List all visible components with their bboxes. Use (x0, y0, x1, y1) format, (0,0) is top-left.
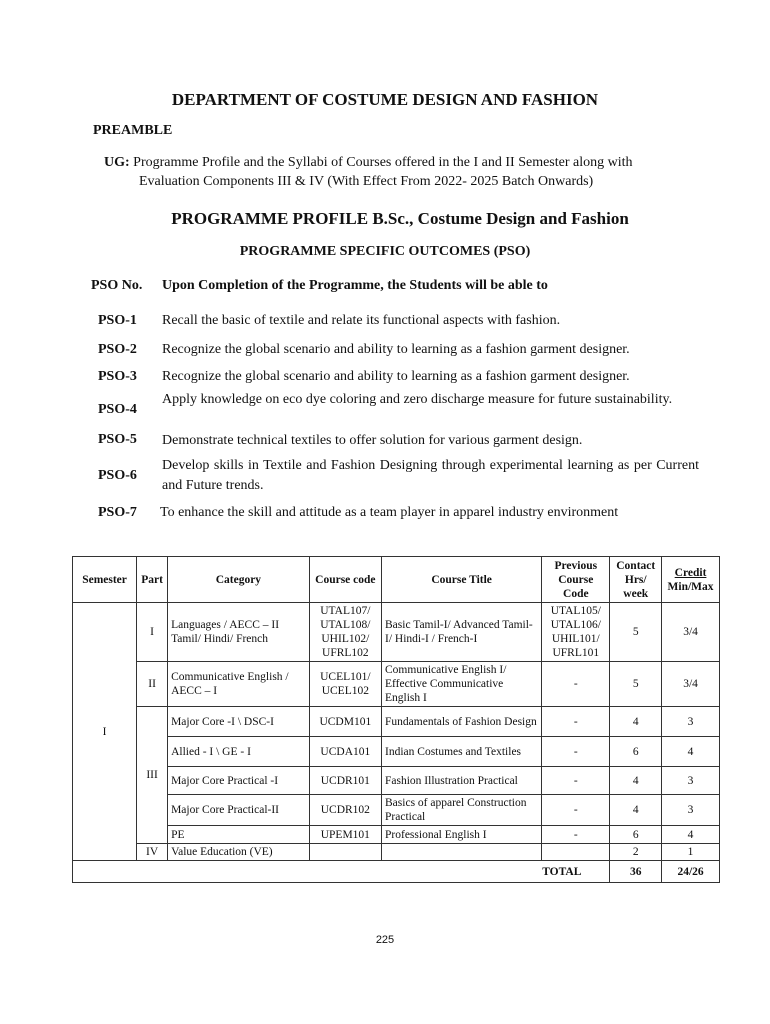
page-number: 225 (375, 934, 395, 946)
pso-text: Recognize the global scenario and ability to learning as a fashion garment designer. (162, 369, 630, 384)
pso-number: PSO-6 (98, 468, 137, 483)
prev-code-cell: - (542, 767, 610, 795)
part-cell: I (137, 603, 168, 662)
prev-code-cell: - (542, 826, 610, 844)
table-row (73, 795, 720, 826)
title-cell (382, 844, 542, 861)
header-semester: Semester (73, 557, 137, 603)
prev-code-cell: - (542, 707, 610, 737)
title-cell: Indian Costumes and Textiles (382, 737, 542, 767)
hrs-cell: 6 (610, 737, 662, 767)
credit-cell: 3 (662, 767, 720, 795)
ug-line-2: Evaluation Components III & IV (With Effect From 2022- 2025 Batch Onwards) (139, 174, 594, 189)
credit-cell: 1 (662, 844, 720, 861)
pso-text: Recognize the global scenario and ability to learning as a fashion garment designer. (162, 342, 630, 357)
table-row (73, 844, 720, 861)
department-title: DEPARTMENT OF COSTUME DESIGN AND FASHION (171, 90, 599, 109)
semester-cell: I (73, 603, 137, 861)
code-cell: UCDR102 (309, 795, 381, 826)
table-row (73, 662, 720, 707)
hrs-cell: 6 (610, 826, 662, 844)
programme-profile-heading: PROGRAMME PROFILE B.Sc., Costume Design and Fashion (171, 209, 629, 228)
hrs-cell: 5 (610, 603, 662, 662)
prev-code-cell: UTAL105/ UTAL106/ UHIL101/ UFRL101 (542, 603, 610, 662)
prev-code-cell: - (542, 662, 610, 707)
code-cell: UCDM101 (309, 707, 381, 737)
course-table (72, 556, 720, 883)
table-header-row (73, 557, 720, 603)
total-credit: 24/26 (662, 861, 720, 883)
table-row (73, 767, 720, 795)
pso-number: PSO-7 (98, 505, 137, 520)
header-previous-code: Previous Course Code (542, 557, 610, 603)
title-cell: Communicative English I/ Effective Communicative English I (382, 662, 542, 707)
pso-number: PSO-4 (98, 402, 137, 417)
category-cell: Value Education (VE) (168, 844, 310, 861)
table-row (73, 737, 720, 767)
hrs-cell: 4 (610, 795, 662, 826)
total-hrs: 36 (610, 861, 662, 883)
table-row (73, 707, 720, 737)
code-cell: UCEL101/ UCEL102 (309, 662, 381, 707)
pso-text: Demonstrate technical textiles to offer solution for various garment design. (162, 433, 583, 448)
category-cell: Allied - I \ GE - I (168, 737, 310, 767)
ug-line-1: Programme Profile and the Syllabi of Courses offered in the I and II Semester along with (133, 155, 633, 170)
pso-text: Apply knowledge on eco dye coloring and zero discharge measure for future sustainability. (162, 392, 673, 407)
title-cell: Fashion Illustration Practical (382, 767, 542, 795)
credit-cell: 3/4 (662, 662, 720, 707)
category-cell: Languages / AECC – II Tamil/ Hindi/ French (168, 603, 310, 662)
pso-header-text: Upon Completion of the Programme, the Students will be able to (162, 278, 548, 293)
pso-text: Develop skills in Textile and Fashion Designing through experimental learning as per Current and Future trends. (162, 458, 699, 493)
title-cell: Professional English I (382, 826, 542, 844)
pso-heading: PROGRAMME SPECIFIC OUTCOMES (PSO) (239, 244, 531, 259)
part-cell: IV (137, 844, 168, 861)
code-cell: UCDR101 (309, 767, 381, 795)
total-row (73, 861, 720, 883)
pso-number: PSO-1 (98, 313, 137, 328)
category-cell: Major Core Practical-II (168, 795, 310, 826)
category-cell: Major Core Practical -I (168, 767, 310, 795)
credit-cell: 4 (662, 826, 720, 844)
credit-sublabel: Min/Max (667, 580, 714, 593)
credit-cell: 3 (662, 707, 720, 737)
hrs-cell: 4 (610, 707, 662, 737)
credit-cell: 3/4 (662, 603, 720, 662)
code-cell: UPEM101 (309, 826, 381, 844)
total-label: TOTAL (73, 861, 610, 883)
table-row (73, 603, 720, 662)
prev-code-cell: - (542, 737, 610, 767)
header-credit (662, 557, 720, 603)
hrs-cell: 2 (610, 844, 662, 861)
header-course-title: Course Title (382, 557, 542, 603)
pso-number: PSO-3 (98, 369, 137, 384)
pso-text: Recall the basic of textile and relate its functional aspects with fashion. (162, 313, 561, 328)
preamble-heading: PREAMBLE (93, 123, 173, 138)
title-cell: Basics of apparel Construction Practical (382, 795, 542, 826)
category-cell: PE (168, 826, 310, 844)
code-cell: UCDA101 (309, 737, 381, 767)
header-contact-hrs: Contact Hrs/ week (610, 557, 662, 603)
pso-header-no: PSO No. (91, 278, 143, 293)
part-cell: II (137, 662, 168, 707)
code-cell (309, 844, 381, 861)
prev-code-cell (542, 844, 610, 861)
header-part: Part (137, 557, 168, 603)
title-cell: Basic Tamil-I/ Advanced Tamil-I/ Hindi-I / French-I (382, 603, 542, 662)
category-cell: Major Core -I \ DSC-I (168, 707, 310, 737)
pso-number: PSO-2 (98, 342, 137, 357)
header-course-code: Course code (309, 557, 381, 603)
code-cell: UTAL107/ UTAL108/ UHIL102/ UFRL102 (309, 603, 381, 662)
credit-cell: 4 (662, 737, 720, 767)
credit-cell: 3 (662, 795, 720, 826)
part-cell: III (137, 707, 168, 844)
ug-label: UG: (104, 155, 130, 170)
pso-text: To enhance the skill and attitude as a team player in apparel industry environment (160, 505, 619, 520)
hrs-cell: 4 (610, 767, 662, 795)
category-cell: Communicative English / AECC – I (168, 662, 310, 707)
header-category: Category (168, 557, 310, 603)
hrs-cell: 5 (610, 662, 662, 707)
table-row (73, 826, 720, 844)
pso-number: PSO-5 (98, 432, 137, 447)
title-cell: Fundamentals of Fashion Design (382, 707, 542, 737)
ug-description (104, 153, 714, 191)
prev-code-cell: - (542, 795, 610, 826)
credit-label: Credit (674, 566, 707, 579)
